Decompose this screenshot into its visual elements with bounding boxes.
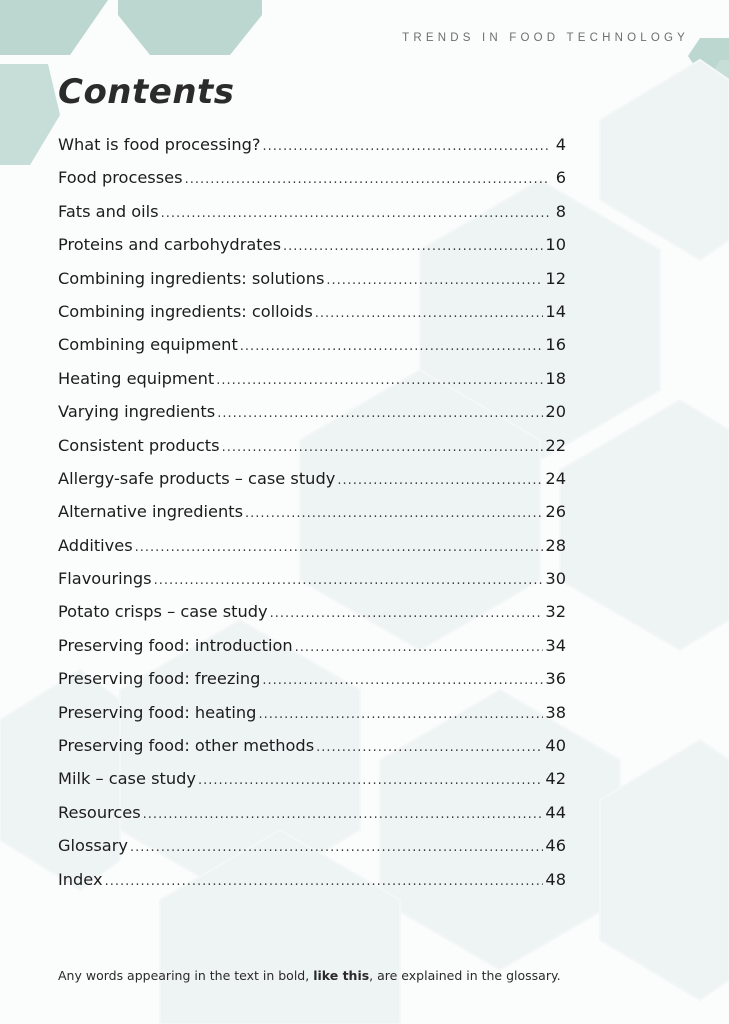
dot-leader: [263, 130, 550, 163]
toc-entry[interactable]: [58, 529, 566, 562]
dot-leader: [130, 831, 543, 864]
dot-leader: [143, 798, 544, 831]
toc-entry-title: Allergy-safe products – case study: [58, 468, 336, 488]
toc-entry-title: Glossary: [58, 836, 128, 856]
toc-entry-title: Flavourings: [58, 569, 152, 589]
toc-entry-title: Alternative ingredients: [58, 502, 244, 522]
toc-entry[interactable]: [58, 195, 566, 228]
toc-entry-page-number: 12: [545, 268, 566, 288]
dot-leader: [135, 531, 544, 564]
toc-entry-page-number: 24: [545, 468, 566, 488]
toc-entry-title: Preserving food: introduction: [58, 635, 293, 655]
toc-entry-title: What is food processing?: [58, 135, 261, 154]
toc-entry[interactable]: [58, 262, 566, 295]
toc-entry-page-number: 6: [555, 168, 566, 188]
hexagon-decoration: [118, 0, 262, 55]
dot-leader: [337, 464, 543, 497]
toc-entry[interactable]: [58, 128, 566, 161]
dot-leader: [262, 664, 543, 697]
toc-entry-title: Proteins and carbohydrates: [58, 235, 282, 255]
toc-entry-title: Resources: [58, 802, 141, 822]
toc-entry[interactable]: [58, 629, 566, 662]
toc-entry-title: Combining ingredients: solutions: [58, 268, 325, 288]
toc-entry-page-number: 40: [545, 736, 566, 756]
toc-entry-page-number: 36: [545, 669, 566, 689]
toc-entry-page-number: 44: [545, 802, 566, 822]
dot-leader: [198, 764, 543, 797]
toc-entry[interactable]: [58, 161, 566, 194]
toc-entry-page-number: 26: [545, 502, 566, 522]
toc-entry-title: Preserving food: freezing: [58, 669, 261, 689]
toc-entry-page-number: 34: [545, 635, 566, 655]
dot-leader: [222, 431, 544, 464]
glossary-note-text-end: , are explained in the glossary.: [369, 968, 561, 983]
hexagon-decoration: [0, 0, 108, 55]
toc-entry-title: Combining ingredients: colloids: [58, 301, 313, 321]
glossary-note: [58, 968, 561, 983]
toc-entry-page-number: 38: [545, 702, 566, 722]
toc-entry-title: Combining equipment: [58, 335, 238, 355]
toc-entry[interactable]: [58, 696, 566, 729]
dot-leader: [270, 597, 544, 630]
toc-entry-page-number: 18: [545, 368, 566, 388]
toc-entry-page-number: 10: [545, 235, 566, 255]
toc-entry[interactable]: [58, 395, 566, 428]
dot-leader: [316, 731, 543, 764]
dot-leader: [240, 330, 544, 363]
toc-entry[interactable]: [58, 729, 566, 762]
toc-entry[interactable]: [58, 328, 566, 361]
toc-entry-page-number: 32: [545, 602, 566, 622]
toc-entry-page-number: 16: [545, 335, 566, 355]
toc-entry-title: Preserving food: other methods: [58, 736, 315, 756]
dot-leader: [185, 163, 550, 196]
toc-entry-page-number: 30: [545, 569, 566, 589]
dot-leader: [154, 564, 544, 597]
toc-entry-title: Milk – case study: [58, 769, 196, 789]
toc-entry-page-number: 46: [545, 836, 566, 856]
toc-entry-page-number: 8: [555, 201, 566, 221]
toc-entry-title: Fats and oils: [58, 201, 159, 221]
toc-entry[interactable]: [58, 228, 566, 261]
toc-entry[interactable]: [58, 863, 566, 896]
glossary-note-example: like this: [313, 968, 370, 983]
toc-entry-page-number: 20: [545, 402, 566, 422]
toc-entry-title: Food processes: [58, 168, 183, 188]
dot-leader: [295, 631, 544, 664]
glossary-note-text: Any words appearing in the text in bold,: [58, 968, 314, 983]
toc-entry-title: Consistent products: [58, 435, 220, 455]
hexagon-decoration: [0, 64, 60, 165]
toc-entry-title: Preserving food: heating: [58, 702, 257, 722]
dot-leader: [326, 264, 543, 297]
toc-entry-page-number: 22: [545, 435, 566, 455]
dot-leader: [283, 230, 543, 263]
toc-entry-title: Varying ingredients: [58, 402, 216, 422]
toc-entry[interactable]: [58, 762, 566, 795]
toc-entry-title: Potato crisps – case study: [58, 602, 268, 622]
toc-entry[interactable]: [58, 562, 566, 595]
dot-leader: [258, 698, 543, 731]
toc-entry[interactable]: [58, 429, 566, 462]
page-title: Contents: [58, 72, 235, 112]
dot-leader: [245, 497, 543, 530]
dot-leader: [315, 297, 544, 330]
toc-entry[interactable]: [58, 495, 566, 528]
toc-entry[interactable]: [58, 295, 566, 328]
toc-entry-title: Additives: [58, 535, 133, 555]
toc-entry-page-number: 4: [555, 135, 566, 154]
dot-leader: [161, 197, 550, 230]
dot-leader: [216, 364, 543, 397]
toc-entry-page-number: 28: [545, 535, 566, 555]
toc-entry-title: Index: [58, 869, 103, 889]
series-header: TRENDS IN FOOD TECHNOLOGY: [402, 32, 689, 44]
toc-entry[interactable]: [58, 796, 566, 829]
toc-entry-title: Heating equipment: [58, 368, 215, 388]
table-of-contents: [58, 128, 566, 896]
toc-entry-page-number: 48: [545, 869, 566, 889]
toc-entry[interactable]: [58, 362, 566, 395]
dot-leader: [217, 397, 543, 430]
toc-entry[interactable]: [58, 662, 566, 695]
dot-leader: [105, 865, 544, 898]
toc-entry-page-number: 42: [545, 769, 566, 789]
toc-entry-page-number: 14: [545, 301, 566, 321]
toc-entry[interactable]: [58, 462, 566, 495]
toc-entry[interactable]: [58, 829, 566, 862]
toc-entry[interactable]: [58, 595, 566, 628]
